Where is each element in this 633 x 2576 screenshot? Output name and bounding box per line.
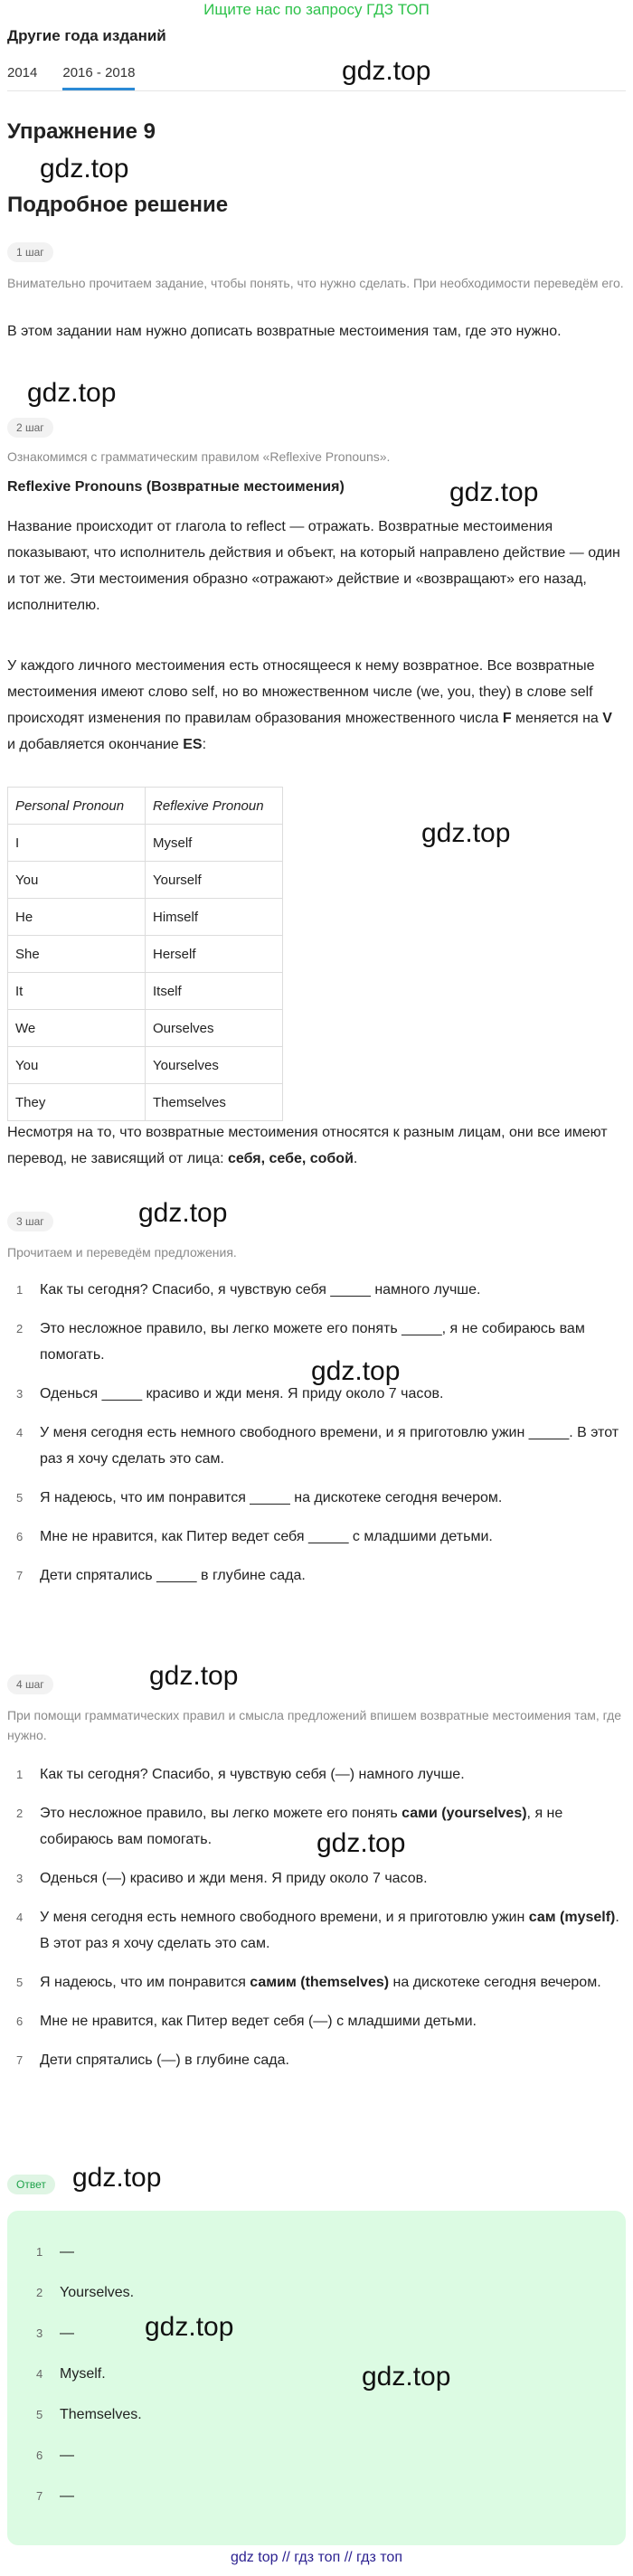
watermark: gdz.top: [145, 2312, 234, 2342]
step-hint: Внимательно прочитаем задание, чтобы понять, что нужно сделать. При необходимости переведём его.: [7, 276, 624, 290]
table-cell: He: [8, 899, 146, 936]
watermark: gdz.top: [311, 1356, 401, 1386]
item-number: 1: [16, 1283, 24, 1297]
table-row: [8, 825, 283, 862]
table-cell: Ourselves: [146, 1010, 283, 1047]
exercise-title: Упражнение 9: [7, 119, 156, 144]
item-number: 5: [16, 1976, 24, 1989]
rule-title: Reflexive Pronouns (Возвратные местоимения): [7, 479, 345, 495]
item-text: У меня сегодня есть немного свободного времени, и я приготовлю ужин _____. В этот раз я хочу сделать это сам.: [40, 1425, 619, 1467]
text-part: . В этот раз я хочу сделать это сам.: [40, 1910, 619, 1951]
table-row: [8, 899, 283, 936]
pronoun-table: [7, 787, 283, 1121]
step-badge: 3 шаг: [7, 1212, 53, 1231]
answer-item: [36, 2486, 142, 2527]
table-cell: You: [8, 862, 146, 899]
search-hint-link[interactable]: Ищите нас по запросу ГДЗ ТОП: [203, 1, 430, 18]
table-row: [8, 1047, 283, 1084]
item-number: 2: [16, 1807, 24, 1820]
list-item: [7, 1904, 624, 1957]
item-text: Дети спрятались _____ в глубине сада.: [40, 1568, 306, 1583]
list-item: [7, 1277, 624, 1303]
footer-separator: //: [344, 2550, 353, 2565]
text-part: Я надеюсь, что им понравится: [40, 1975, 250, 1990]
rule-paragraph: [7, 653, 624, 758]
item-number: 2: [16, 1322, 24, 1335]
editions-tabs: [7, 65, 135, 90]
text-part: У меня сегодня есть немного свободного времени, и я приготовлю ужин: [40, 1910, 529, 1925]
watermark: gdz.top: [316, 1828, 406, 1858]
footer-separator: //: [281, 2550, 290, 2565]
text-bold: сами (yourselves): [402, 1806, 527, 1821]
step-hint: Прочитаем и переведём предложения.: [7, 1245, 237, 1260]
text-part: :: [202, 737, 207, 752]
list-item: [7, 1969, 624, 1996]
answer-item: [36, 2446, 142, 2486]
answer-text: —: [60, 2488, 74, 2504]
rule-paragraph: Название происходит от глагола to reflect — отражать. Возвратные местоимения показывают, что исполнитель действия и объект, на который направлено действие — один и тот же. Эти местоимения образно «отражают» действие и «возвращают» его назад, исполнителю.: [7, 519, 620, 613]
table-cell: Yourselves: [146, 1047, 283, 1084]
answer-item: [36, 2324, 142, 2364]
text-bold: себя, себе, собой: [228, 1151, 354, 1166]
text-part: Это несложное правило, вы легко можете его понять: [40, 1806, 402, 1821]
divider: [7, 90, 626, 91]
table-cell: Himself: [146, 899, 283, 936]
answer-text: —: [60, 2326, 74, 2341]
list-item: [7, 1865, 624, 1892]
item-number: 6: [16, 1530, 24, 1543]
table-cell: They: [8, 1084, 146, 1121]
item-text: Я надеюсь, что им понравится _____ на дискотеке сегодня вечером.: [40, 1490, 503, 1505]
table-row: [8, 862, 283, 899]
footer-link[interactable]: гдз топ: [294, 2550, 341, 2565]
list-item: [7, 1800, 624, 1853]
step-badge: 4 шаг: [7, 1675, 53, 1694]
item-number: 3: [36, 2326, 43, 2340]
text-bold: F: [502, 711, 512, 726]
item-number: 2: [36, 2286, 43, 2299]
answer-text: Myself.: [60, 2366, 106, 2382]
answer-text: Themselves.: [60, 2407, 142, 2422]
table-row: [8, 973, 283, 1010]
item-text: Дети спрятались (—) в глубине сада.: [40, 2052, 289, 2068]
footer-links: [0, 2550, 633, 2566]
editions-title: Другие года изданий: [7, 27, 166, 44]
answer-sentence-list: [7, 1761, 624, 2086]
answer-item: [36, 2364, 142, 2405]
item-number: 4: [16, 1911, 24, 1924]
list-item: [7, 1485, 624, 1511]
solution-title: Подробное решение: [7, 193, 229, 217]
footer-link[interactable]: гдз топ: [356, 2550, 402, 2565]
text-part: , я не собираюсь вам помогать.: [40, 1806, 563, 1847]
answer-text: Yourselves.: [60, 2285, 135, 2300]
watermark: gdz.top: [449, 477, 539, 507]
table-cell: Yourself: [146, 862, 283, 899]
step-hint: Ознакомимся с грамматическим правилом «Reflexive Pronouns».: [7, 449, 391, 464]
answer-text: —: [60, 2244, 74, 2260]
tab-2014[interactable]: 2014: [7, 65, 38, 80]
text-bold: сам (myself): [528, 1910, 616, 1925]
step-badge: 1 шаг: [7, 242, 53, 262]
item-number: 3: [16, 1872, 24, 1885]
item-text: Мне не нравится, как Питер ведет себя (—) с младшими детьми.: [40, 2014, 477, 2029]
list-item: [7, 1524, 624, 1550]
item-text: Как ты сегодня? Спасибо, я чувствую себя _____ намного лучше.: [40, 1282, 481, 1297]
table-cell: Myself: [146, 825, 283, 862]
item-number: 6: [16, 2015, 24, 2028]
item-number: 5: [16, 1491, 24, 1505]
item-number: 4: [16, 1426, 24, 1439]
step-badge: 2 шаг: [7, 418, 53, 438]
step-text: В этом задании нам нужно дописать возвратные местоимения там, где это нужно.: [7, 324, 562, 339]
item-text: [40, 1969, 624, 1996]
answer-item: [36, 2242, 142, 2283]
answer-list: [36, 2242, 142, 2527]
item-number: 7: [16, 1569, 24, 1582]
table-cell: Themselves: [146, 1084, 283, 1121]
text-part: Несмотря на то, что возвратные местоимения относятся к разным лицам, они все имеют перевод, не зависящий от лица:: [7, 1125, 608, 1166]
answer-item: [36, 2283, 142, 2324]
watermark: gdz.top: [149, 1661, 239, 1691]
watermark: gdz.top: [342, 56, 431, 86]
table-cell: She: [8, 936, 146, 973]
text-part: и добавляется окончание: [7, 737, 184, 752]
item-number: 7: [36, 2489, 43, 2503]
item-number: 6: [36, 2449, 43, 2462]
footer-link[interactable]: gdz top: [231, 2550, 279, 2565]
watermark: gdz.top: [421, 818, 511, 848]
tab-2016-2018[interactable]: 2016 - 2018: [62, 65, 135, 90]
answer-item: [36, 2405, 142, 2446]
watermark: gdz.top: [138, 1198, 228, 1228]
item-text: Оденься (—) красиво и жди меня. Я приду около 7 часов.: [40, 1871, 428, 1886]
table-cell: It: [8, 973, 146, 1010]
list-item: [7, 2047, 624, 2073]
watermark: gdz.top: [40, 154, 129, 184]
rule-paragraph: [7, 1119, 624, 1172]
table-header: Personal Pronoun: [8, 788, 146, 825]
text-bold: V: [602, 711, 612, 726]
table-cell: I: [8, 825, 146, 862]
item-number: 1: [16, 1768, 24, 1781]
item-text: Как ты сегодня? Спасибо, я чувствую себя (—) намного лучше.: [40, 1767, 465, 1782]
table-cell: We: [8, 1010, 146, 1047]
item-text: Это несложное правило, вы легко можете его понять _____, я не собираюсь вам помогать.: [40, 1321, 585, 1363]
text-bold: ES: [183, 737, 203, 752]
answer-text: —: [60, 2448, 74, 2463]
list-item: [7, 1761, 624, 1788]
answer-badge: Ответ: [7, 2175, 55, 2194]
item-number: 3: [16, 1387, 24, 1401]
text-bold: самим (themselves): [250, 1975, 390, 1990]
text-part: меняется на: [511, 711, 603, 726]
text-part: на дискотеке сегодня вечером.: [389, 1975, 601, 1990]
step-hint: При помощи грамматических правил и смысла предложений впишем возвратные местоимения там, где нужно.: [7, 1708, 622, 1742]
table-cell: Herself: [146, 936, 283, 973]
item-number: 4: [36, 2367, 43, 2381]
item-number: 7: [16, 2053, 24, 2067]
list-item: [7, 1562, 624, 1589]
watermark: gdz.top: [27, 378, 117, 408]
text-part: У каждого личного местоимения есть относящееся к нему возвратное. Все возвратные местоимения имеют слово self, но во множественном числе (we, you, they) в слове self происходят изменения по правилам образования множественного числа: [7, 658, 595, 726]
list-item: [7, 1420, 624, 1472]
table-row: [8, 936, 283, 973]
item-number: 5: [36, 2408, 43, 2421]
table-cell: Itself: [146, 973, 283, 1010]
item-text: [40, 1904, 624, 1957]
item-number: 1: [36, 2245, 43, 2259]
watermark: gdz.top: [72, 2163, 162, 2193]
table-row: [8, 1084, 283, 1121]
watermark: gdz.top: [362, 2362, 451, 2392]
table-cell: You: [8, 1047, 146, 1084]
sentence-list: [7, 1277, 624, 1601]
table-row: [8, 1010, 283, 1047]
item-text: Мне не нравится, как Питер ведет себя _____ с младшими детьми.: [40, 1529, 493, 1544]
text-part: .: [353, 1151, 358, 1166]
table-header: Reflexive Pronoun: [146, 788, 283, 825]
list-item: [7, 2008, 624, 2034]
item-text: Оденься _____ красиво и жди меня. Я приду около 7 часов.: [40, 1386, 444, 1401]
